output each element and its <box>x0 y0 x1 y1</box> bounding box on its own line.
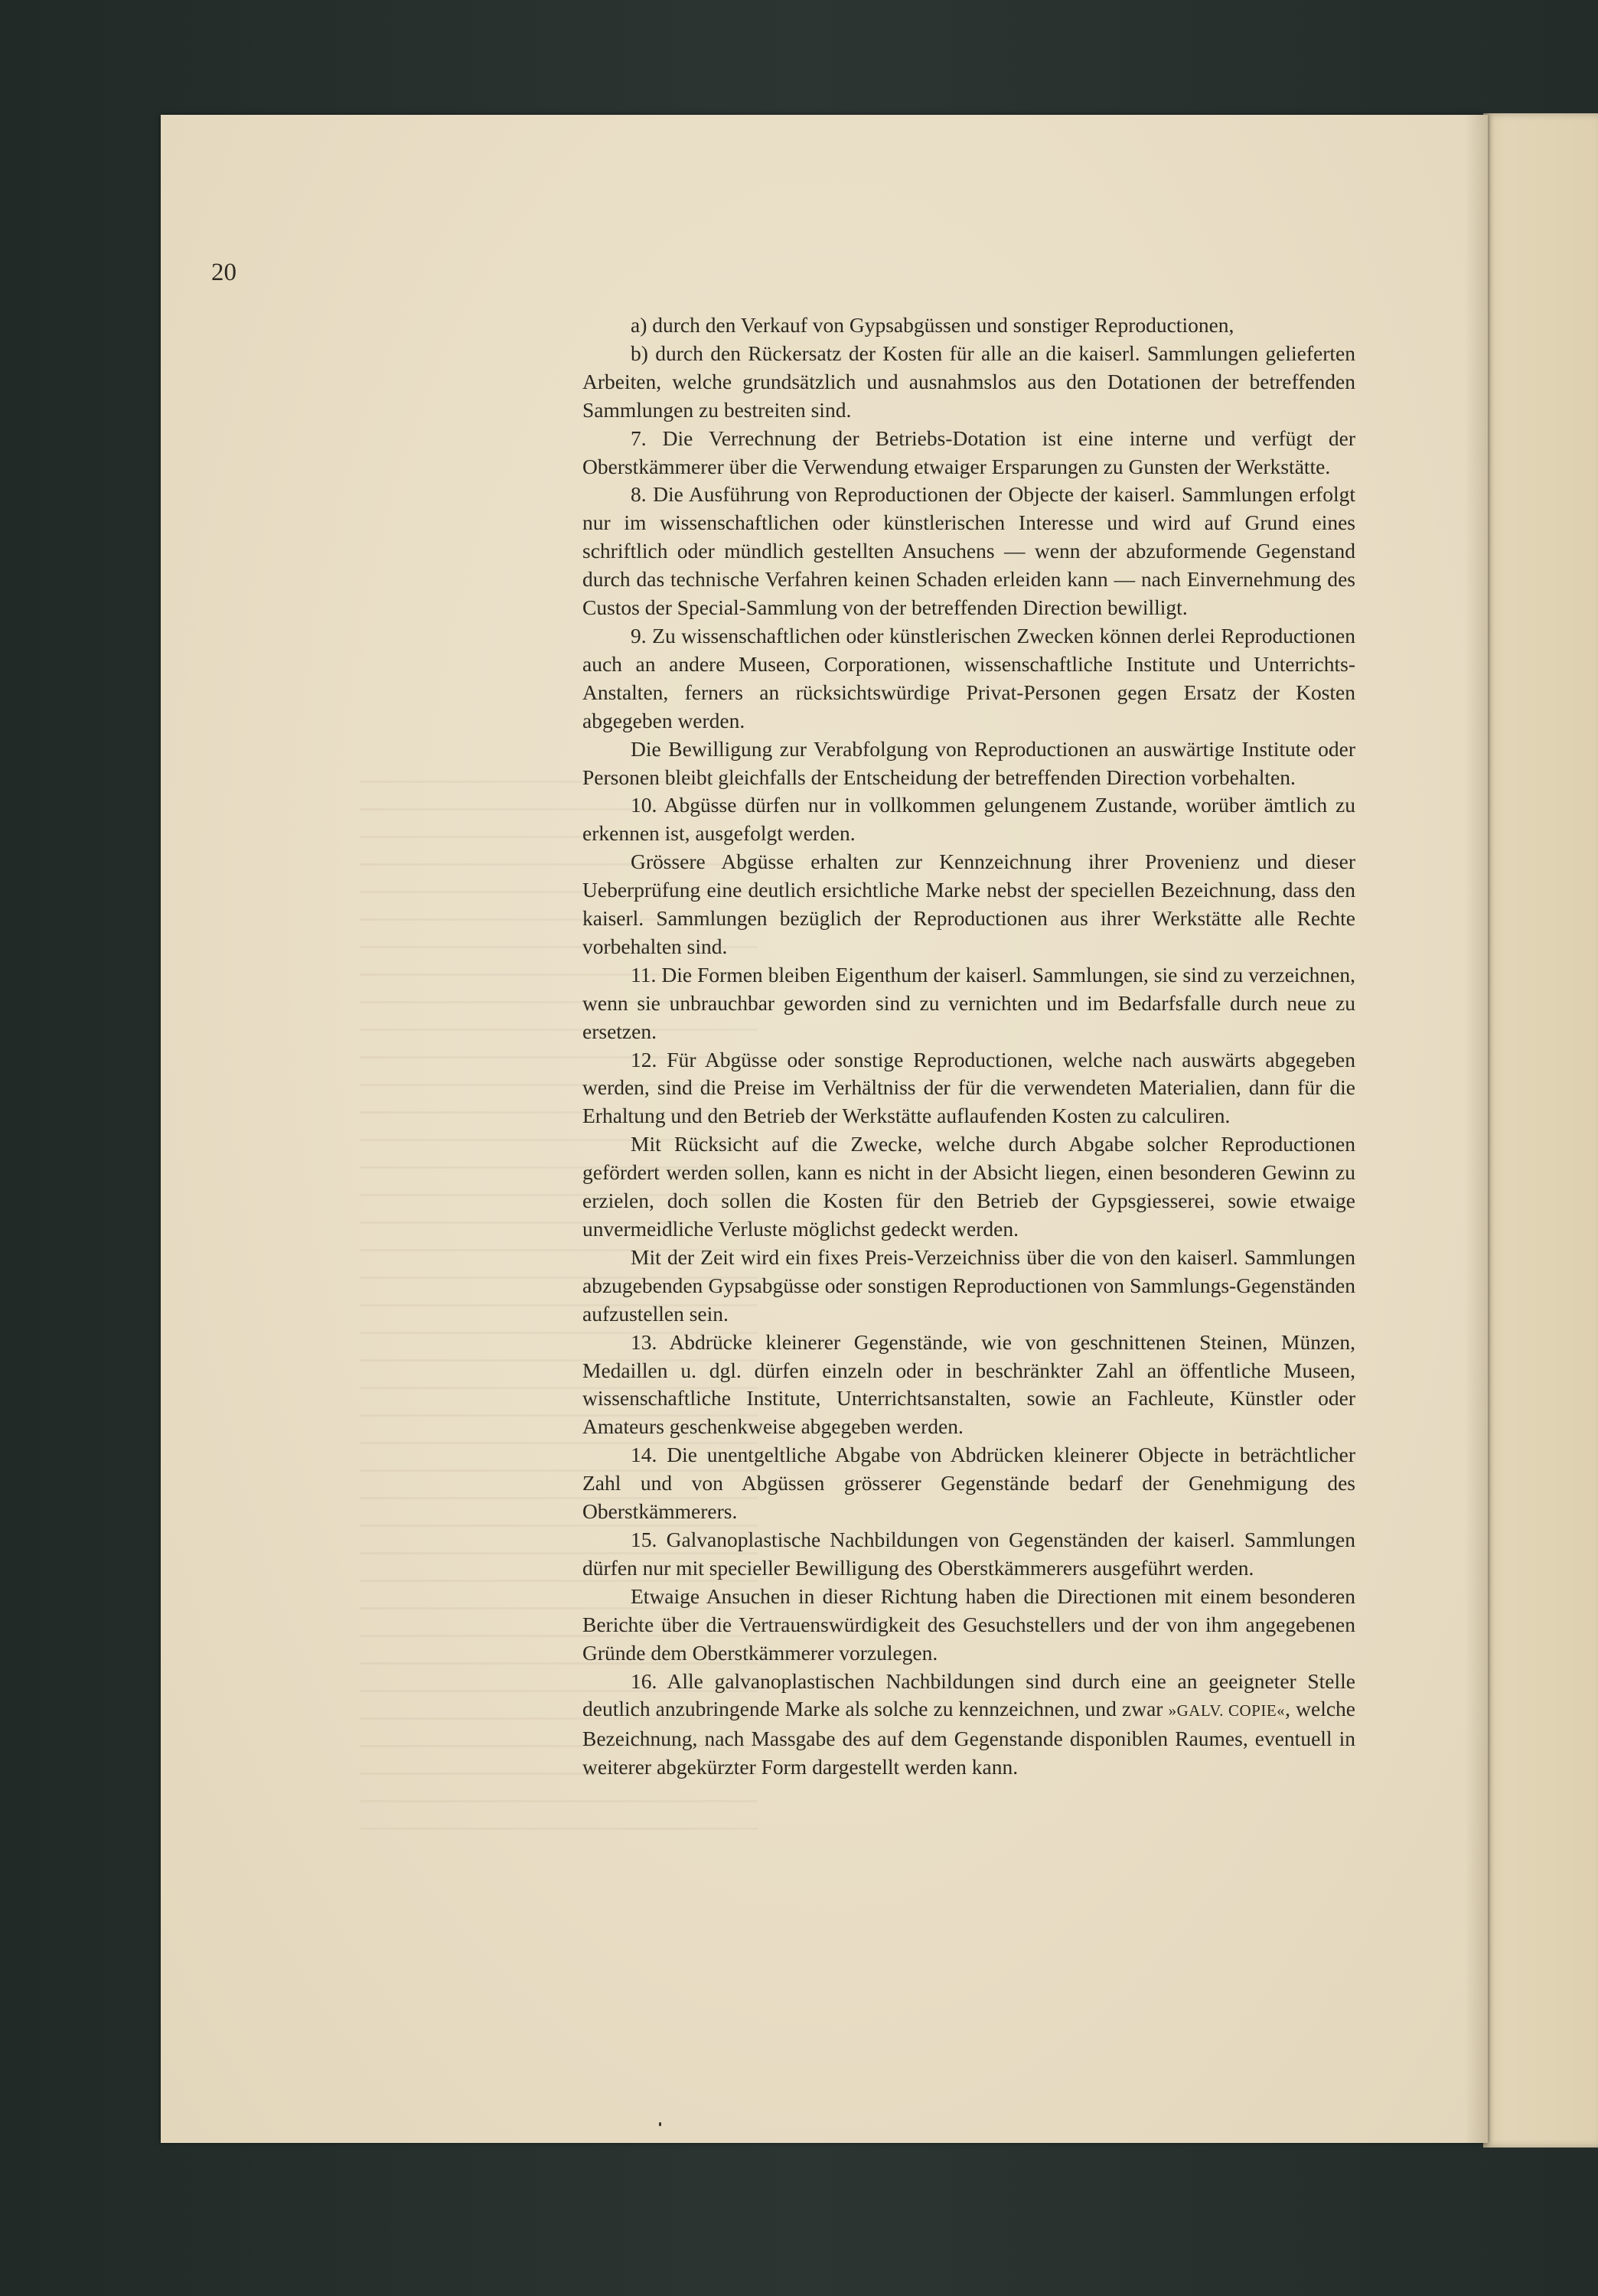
paragraph-7: 7. Die Verrechnung der Betriebs-Dotation ist eine interne und verfügt der Oberstkämmerer über die Verwendung etwaiger Ersparungen zu Gunsten der Werkstätte. <box>582 426 1355 478</box>
gutter-shadow <box>1465 115 1488 2143</box>
paragraph-12-price-list: Mit der Zeit wird ein fixes Preis-Verzeichniss über die von den kaiserl. Sammlungen abzugebenden Gypsabgüsse oder sonstigen Reproductionen von Sammlungs-Gegenständen aufzustellen sein. <box>582 1244 1355 1326</box>
page-number: 20 <box>211 259 236 286</box>
paragraph-9: 9. Zu wissenschaftlichen oder künstlerischen Zwecken können derlei Reproductionen auch an andere Museen, Corporationen, wissenschaftliche Institute und Unterrichts-Anstalten, ferners an rücksichtswürdige Privat-Personen gegen Ersatz der Kosten abgegeben werden. <box>582 623 1355 732</box>
paragraph-16-start: 16. Alle galvanoplastischen Nachbildungen sind durch eine an geeigneter Stelle deutlich anzubringende Marke als solche zu kennzeichnen, und zwar <box>582 1668 1355 1721</box>
paragraph-9-continued: Die Bewilligung zur Verabfolgung von Reproductionen an auswärtige Institute oder Personen bleibt gleichfalls der Entscheidung der betreffenden Direction vorbehalten. <box>582 736 1355 789</box>
paragraph-15: 15. Galvanoplastische Nachbildungen von Gegenständen der kaiserl. Sammlungen dürfen nur mit specieller Bewilligung des Oberstkämmerers ausgeführt werden. <box>582 1527 1355 1580</box>
paragraph-10-continued: Grössere Abgüsse erhalten zur Kennzeichnung ihrer Provenienz und dieser Ueberprüfung eine deutlich ersichtliche Marke nebst der speciellen Bezeichnung, dass den kaiserl. Sammlungen bezüglich der Reproductionen aus ihrer Werkstätte alle Rechte vorbehalten sind. <box>582 850 1355 958</box>
paper-speck <box>659 2122 661 2126</box>
paragraph-a: a) durch den Verkauf von Gypsabgüssen und sonstiger Reproductionen, <box>631 313 1234 337</box>
body-text <box>582 311 1355 1782</box>
paragraph-16 <box>582 1668 1355 1782</box>
paragraph-12: 12. Für Abgüsse oder sonstige Reproductionen, welche nach auswärts abgegeben werden, sind die Preise im Verhältniss der für die verwendeten Materialien, dann für die Erhaltung und den Betrieb der Werkstätte auflaufenden Kosten zu calculiren. <box>582 1047 1355 1128</box>
paragraph-13: 13. Abdrücke kleinerer Gegenstände, wie von geschnittenen Steinen, Münzen, Medaillen u. dgl. dürfen einzeln oder in beschränkter Zahl an öffentliche Museen, wissenschaftliche Institute, Unterrichtsanstalten, sowie an Fachleute, Künstler oder Amateurs geschenkweise abgegeben werden. <box>582 1329 1355 1439</box>
adjacent-page-edge <box>1483 113 1598 2148</box>
paragraph-8: 8. Die Ausführung von Reproductionen der Objecte der kaiserl. Sammlungen erfolgt nur im wissenschaftlichen oder künstlerischen Interesse und wird auf Grund eines schriftlich oder mündlich gestellten Ansuchens — wenn der abzuformende Gegenstand durch das technische Verfahren keinen Schaden erleiden kann — nach Einvernehmung des Custos der Special-Sammlung von der betreffenden Direction bewilligt. <box>582 482 1355 620</box>
paragraph-16-end: , welche Bezeichnung, nach Massgabe des auf dem Gegenstande disponiblen Raumes, eventuell in weiterer abgekürzter Form dargestellt werden kann. <box>582 1697 1355 1779</box>
paragraph-12-continued: Mit Rücksicht auf die Zwecke, welche durch Abgabe solcher Reproductionen gefördert werden sollen, kann es nicht in der Absicht liegen, einen besonderen Gewinn zu erzielen, doch sollen die Kosten für den Betrieb der Gypsgiesserei, sowie etwaige unvermeidliche Verluste möglichst gedeckt werden. <box>582 1132 1355 1241</box>
paragraph-11: 11. Die Formen bleiben Eigenthum der kaiserl. Sammlungen, sie sind zu verzeichnen, wenn sie unbrauchbar geworden sind zu vernichten und im Bedarfsfalle durch neue zu ersetzen. <box>582 962 1355 1043</box>
galv-copie-mark: »GALV. COPIE« <box>1168 1701 1286 1720</box>
paragraph-b: b) durch den Rückersatz der Kosten für alle an die kaiserl. Sammlungen gelieferten Arbeiten, welche grundsätzlich und ausnahmslos aus den Dotationen der betreffenden Sammlungen zu bestreiten sind. <box>582 341 1355 422</box>
paragraph-10: 10. Abgüsse dürfen nur in vollkommen gelungenem Zustande, worüber ämtlich zu erkennen ist, ausgefolgt werden. <box>582 793 1355 846</box>
paragraph-15-continued: Etwaige Ansuchen in dieser Richtung haben die Directionen mit einem besonderen Berichte über die Vertrauenswürdigkeit des Gesuchstellers und der von ihm angegebenen Gründe dem Oberstkämmerer vorzulegen. <box>582 1583 1355 1665</box>
paragraph-14: 14. Die unentgeltliche Abgabe von Abdrücken kleinerer Objecte in beträchtlicher Zahl und von Abgüssen grösserer Gegenstände bedarf der Genehmigung des Oberstkämmerers. <box>582 1443 1355 1524</box>
